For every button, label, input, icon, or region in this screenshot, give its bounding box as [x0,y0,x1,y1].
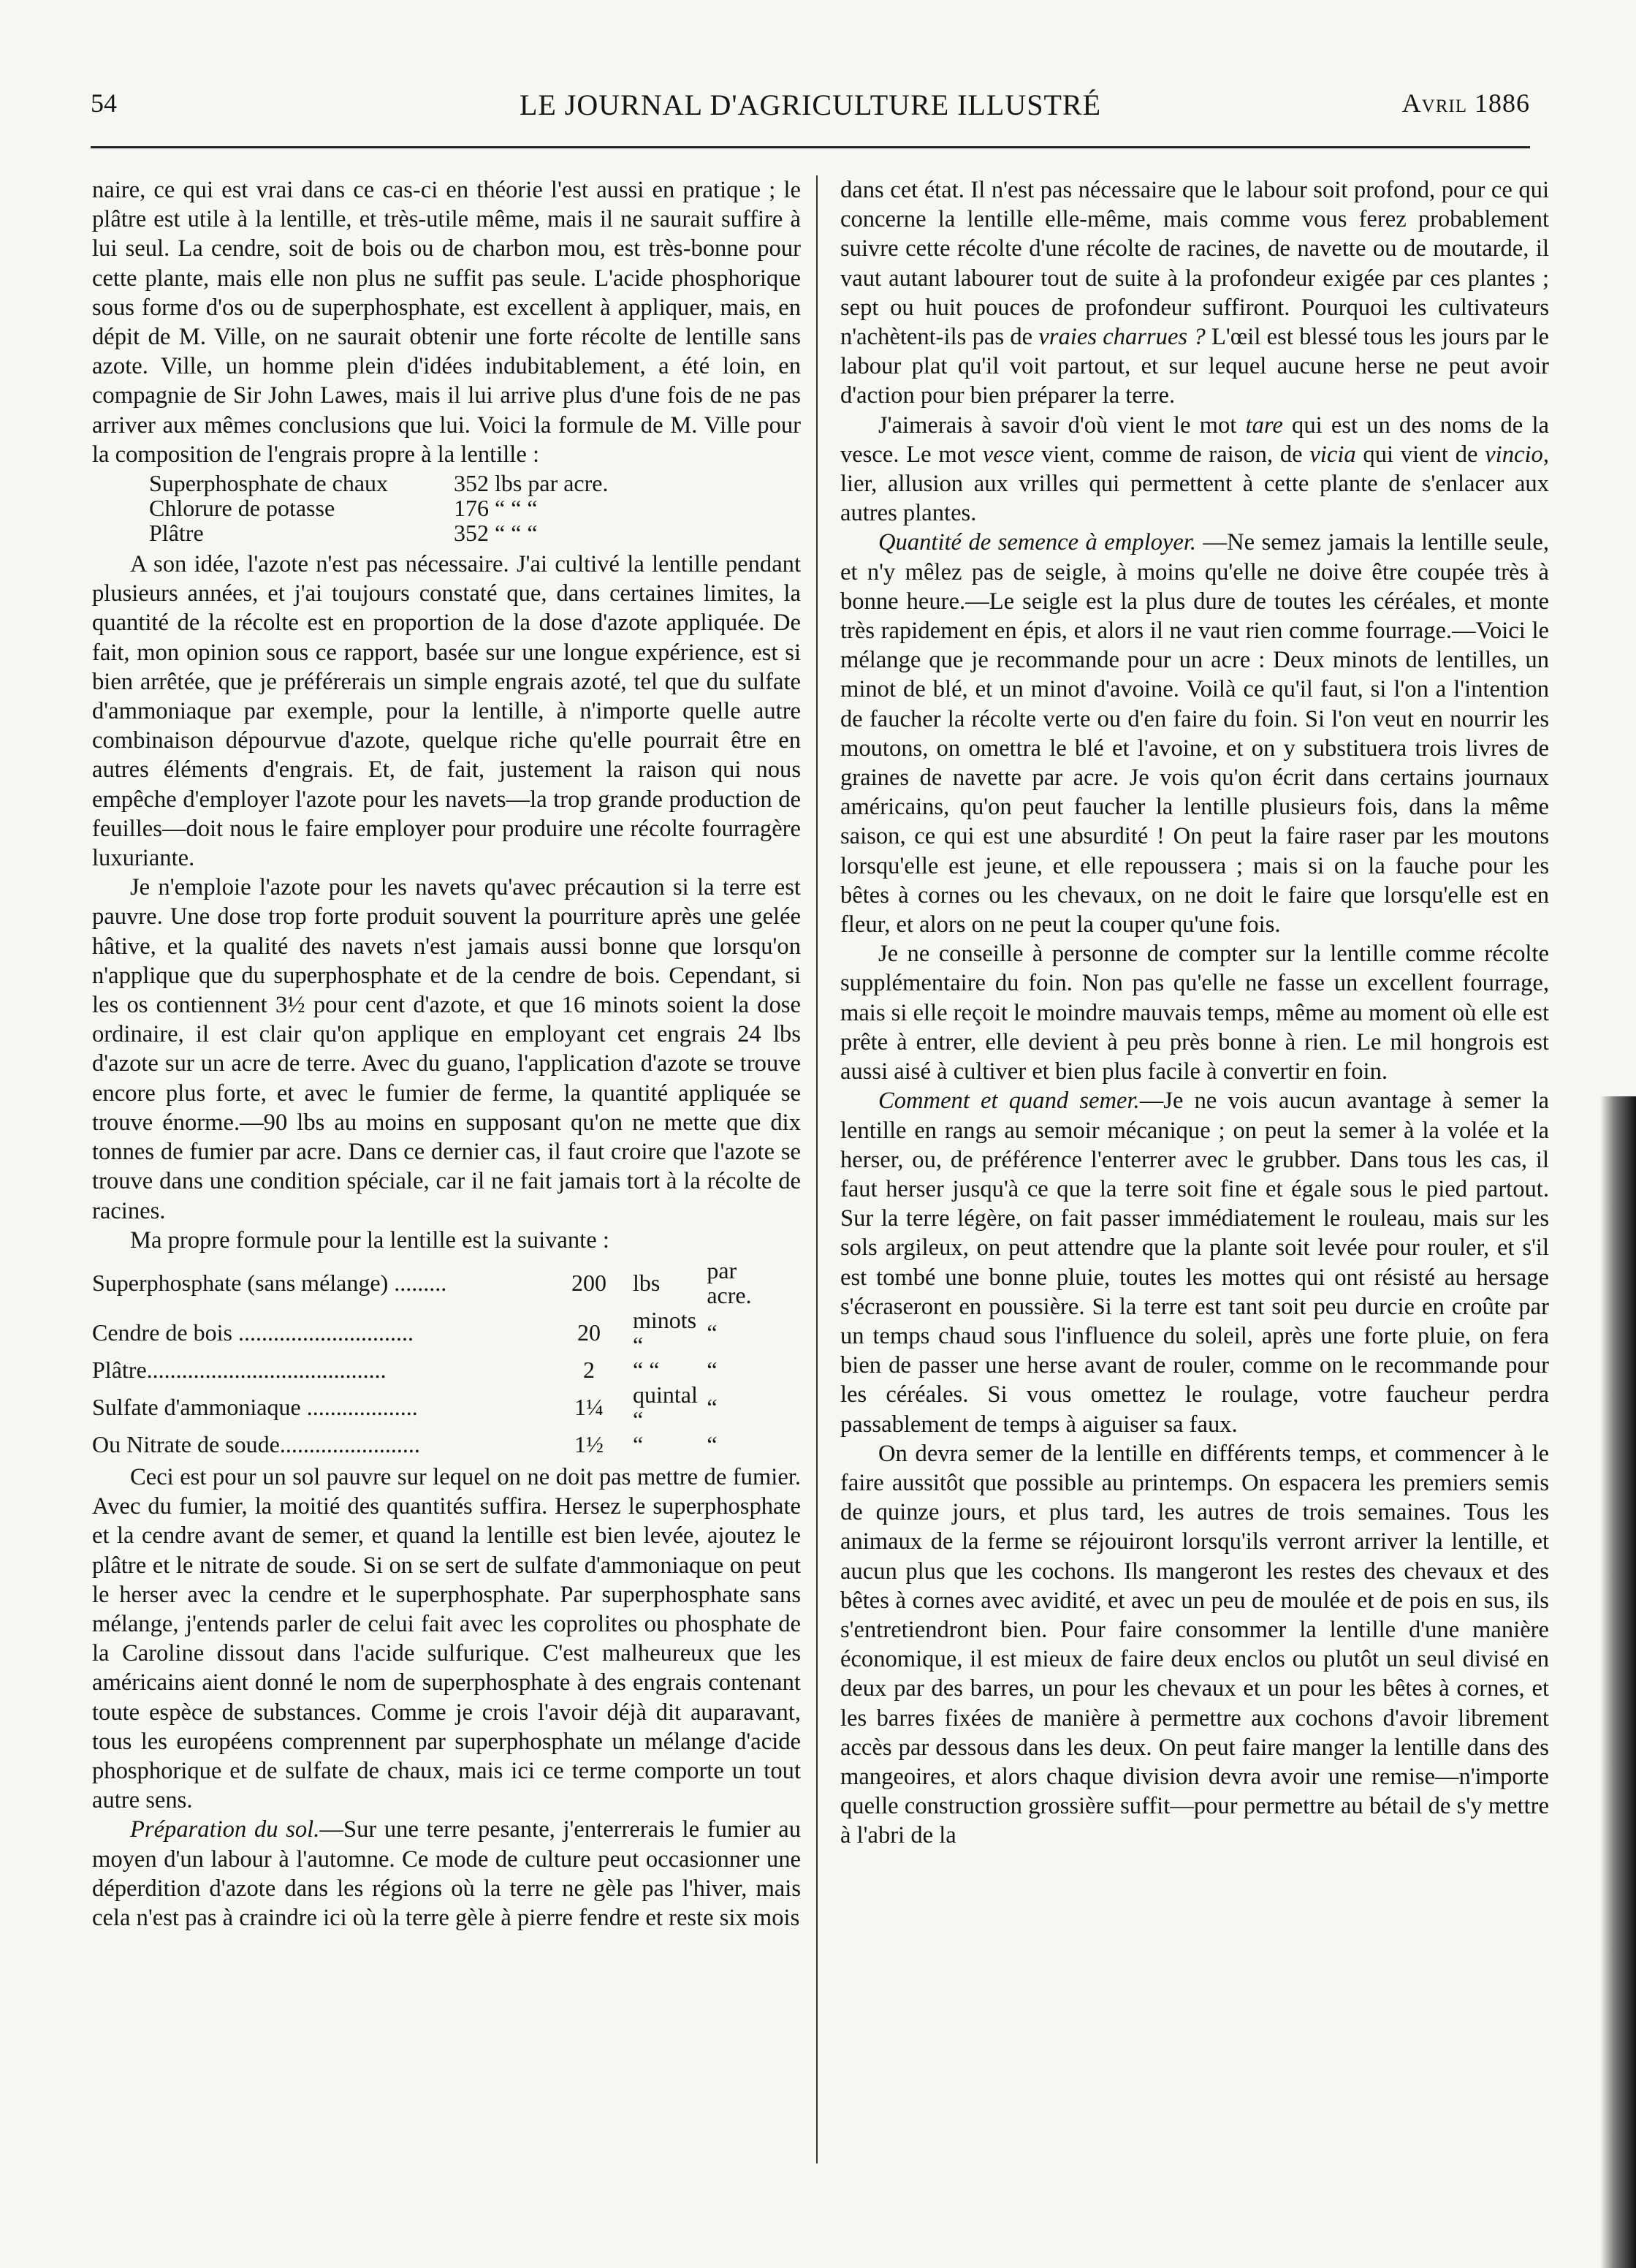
formula-per: par acre. [707,1256,752,1308]
formula-unit: quintal “ [633,1381,698,1433]
paragraph [840,175,1549,411]
emphasis: vesce [982,441,1035,468]
header-rule [91,146,1530,148]
formula-per: “ [707,1356,718,1383]
own-formula-table [92,1258,772,1457]
formula-item: Ou Nitrate de soude........................ [92,1430,420,1457]
paragraph: naire, ce qui est vrai dans ce cas-ci en théorie l'est aussi en pratique ; le plâtre est utile à la lentille, et très-utile même, mais il ne saurait suffire à lui seul. La cendre, soit de bois ou de charbon mou, est très-bonne pour cette plante, mais elle non plus ne suffit pas seule. L'acide phosphorique sous forme d'os ou de superphosphate, est excellent à appliquer, mais, en dépit de M. Ville, on ne saurait obtenir une forte récolte de lentille sans azote. Ville, un homme plein d'idées indubitablement, a été loin, en compagnie de Sir John Lawes, mais il lui arrive plus d'une fois de ne pas arriver aux mêmes conclusions que lui. Voici la formule de M. Ville pour la composition de l'engrais propre à la lentille : [92,177,801,468]
formula-qty: 352 “ “ “ [454,520,538,547]
formula-qty: 1½ [574,1430,604,1457]
issue-date: Avril 1886 [1401,88,1530,118]
paragraph-text: vient, comme de raison, de [1034,441,1310,468]
ville-formula-table [149,471,608,545]
formula-qty: 1¼ [574,1393,604,1420]
journal-title: LE JOURNAL D'AGRICULTURE ILLUSTRÉ [519,88,1102,121]
paragraph-text: qui est un des noms de la vesce. Le mot [840,411,1549,468]
paragraph: A son idée, l'azote n'est pas nécessaire. J'ai cultivé la lentille pendant plusieurs années, et j'ai toujours constaté que, dans certaines limites, la quantité de la récolte est en proportion de la dose d'azote appliquée. De fait, mon opinion sous ce rapport, basée sur une longue expérience, est si bien arrêtée, que je préférerais un simple engrais azoté, tel que du sulfate d'ammoniaque par exemple, pour la lentille, à n'importe quelle autre combinaison dépourvue d'azote, quelque riche qu'elle pourrait être en autres éléments d'engrais. Et, de fait, justement la raison qui nous empêche d'employer l'azote pour les navets—la trop grande production de feuilles—doit nous le faire employer pour produire une récolte fourragère luxuriante. [92,551,801,872]
paragraph: Ceci est pour un sol pauvre sur lequel on ne doit pas mettre de fumier. Avec du fumier, la moitié des quantités suffira. Hersez le superphosphate et la cendre avant de semer, et quand la lentille est bien levée, ajoutez le plâtre et le nitrate de soude. Si on se sert de sulfate d'ammoniaque on peut le herser avec la cendre et le superphosphate. Par superphosphate sans mélange, j'entends parler de celui fait avec les coprolites ou phosphate de la Caroline dissout dans l'acide sulfurique. C'est malheureux que les américains aient donné le nom de superphosphate à des engrais contenant toute espèce de substances. Comme je crois l'avoir déjà dit auparavant, tous les européens comprennent par superphosphate un mélange d'acide phosphorique et de sulfate de chaux, mais ici ce terme comporte un tout autre sens. [92,1463,801,1814]
paragraph-text: , lier, allusion aux vrilles qui permettent à cette plante de s'enlacer aux autres plantes. [840,441,1549,527]
paragraph-text: —Ne semez jamais la lentille seule, et n'y mêlez pas de seigle, à moins qu'elle ne doive être coupée très à bonne heure.—Le seigle est la plus dure de toutes les céréales, et monte très rapidement en épis, et alors il ne vaut rien comme fourrage.—Voici le mélange que je recommande pour un acre : Deux minots de lentilles, un minot de blé, et un minot d'avoine. Voilà ce qu'il faut, si l'on a l'intention de faucher la récolte verte ou d'en faire du foin. Si l'on veut en nourrir les moutons, on omettra le blé et l'avoine, et on y substituera trois livres de graines de navette par acre. Je vois qu'on écrit dans certains journaux américains, qu'on peut faucher la lentille plusieurs fois, dans la même saison, ce qui est une absurdité ! On peut la faire raser par les moutons lorsqu'elle est jeune, et elle repoussera ; mais si on la fauche pour les bêtes à cornes ou les chevaux, on ne doit le faire que lorsqu'elle est en fleur, et alors on ne peut la couper qu'une fois. [840,529,1549,938]
paragraph-text: qui vient de [1355,441,1485,468]
section-title: Comment et quand semer. [878,1088,1140,1115]
page-number: 54 [91,88,117,118]
section-title: Quantité de semence à employer. [878,529,1197,556]
formula-per: “ [707,1319,718,1346]
paragraph [840,528,1549,939]
formula-unit: minots “ [633,1306,697,1358]
formula-qty: 176 “ “ “ [454,495,538,522]
formula-item: Sulfate d'ammoniaque ................... [92,1393,418,1420]
emphasis: vicia [1309,441,1356,468]
paragraph-text: dans cet état. Il n'est pas nécessaire que le labour soit profond, pour ce qui concerne la lentille elle-même, mais comme vous ferez probablement suivre cette récolte d'une récolte de racines, de navette ou de moutarde, il vaut autant labourer tout de suite à la profondeur exigée par ces plantes ; sept ou huit pouces de profondeur suffiront. Pourquoi les cultivateurs n'achètent-ils pas de [840,177,1549,351]
formula-qty: 352 lbs par acre. [454,470,609,497]
formula-per: “ [707,1393,718,1420]
paragraph [92,1815,801,1933]
section-title: Préparation du sol. [130,1816,320,1843]
formula-item: Plâtre......................................... [92,1356,387,1383]
paragraph: On devra semer de la lentille en différents temps, et commencer à le faire aussitôt que possible au printemps. On espacera les premiers semis de quinze jours, et plus tard, les autres de trois semaines. Tous les animaux de la ferme se réjouiront lorsqu'ils verront arriver la lentille, et aucun plus que les cochons. Ils mangeront les restes des chevaux et des bêtes à cornes avec avidité, et avec un peu de moulée et de pois en sus, ils s'entretiendront bien. Pour faire consommer la lentille d'une manière économique, il est mieux de faire deux enclos ou plutôt un seul divisé en deux par des barres, un pour les chevaux et un pour les bêtes à cornes, et les barres fixées de manière à permettre aux cochons d'avoir librement accès par dessous dans les deux. On peut faire manger la lentille dans des mangeoires, et alors chaque division devra avoir une remise—n'importe quelle construction grossière suffit—pour permettre au bétail de s'y mettre à l'abri de la [840,1440,1549,1849]
paragraph: Je n'emploie l'azote pour les navets qu'avec précaution si la terre est pauvre. Une dose trop forte produit souvent la pourriture après une gelée hâtive, et la qualité des navets n'est jamais aussi bonne que lorsqu'on n'applique que du superphosphate et de la cendre de bois. Cependant, si les os contiennent 3½ pour cent d'azote, et que 16 minots soient la dose ordinaire, il est clair qu'on applique en employant cet engrais 24 lbs d'azote sur un acre de terre. Avec du guano, l'application d'azote se trouve encore plus forte, et avec le fumier de ferme, la quantité appliquée se trouve énorme.—90 lbs au moins en supposant qu'on ne mette que dix tonnes de fumier par acre. Dans ce dernier cas, il faut croire que l'azote se trouve dans une condition spéciale, car il ne fait jamais tort à la récolte de racines. [92,874,801,1224]
emphasis: vraies charrues ? [1038,324,1206,351]
formula-unit: “ “ [633,1356,660,1383]
paragraph: Je ne conseille à personne de compter sur la lentille comme récolte supplémentaire du foin. Non pas qu'elle ne fasse un excellent fourrage, mais si elle reçoit le moindre mauvais temps, même au moment où elle est prête à entrer, elle devient à peu près bonne à rien. Le mil hongrois est aussi aisé à cultiver et bien plus facile à convertir en foin. [840,941,1549,1085]
emphasis: vincio [1485,441,1543,468]
paragraph: Ma propre formule pour la lentille est la suivante : [130,1226,609,1254]
left-column [92,175,801,1933]
table-row [92,1357,772,1382]
formula-qty: 20 [577,1319,601,1346]
table-row [92,1308,772,1357]
formula-item: Superphosphate de chaux [149,470,389,497]
table-row [149,496,608,520]
paragraph [840,411,1549,528]
formula-per: “ [707,1430,718,1457]
table-row [149,471,608,496]
table-row [92,1258,772,1308]
right-column [840,175,1549,1851]
formula-unit: “ [633,1430,644,1457]
paragraph-text: J'aimerais à savoir d'où vient le mot [878,411,1246,439]
formula-item: Superphosphate (sans mélange) ......... [92,1269,447,1296]
paragraph [840,1086,1549,1438]
formula-item: Cendre de bois .............................. [92,1319,414,1346]
formula-qty: 200 [571,1269,606,1296]
paragraph-text: L'œil est blessé tous les jours par le labour plat qu'il voit partout, et sur lequel aucune herse ne peut avoir d'action pour bien préparer la terre. [840,324,1549,409]
page-header [91,82,1530,133]
formula-unit: lbs [633,1269,661,1296]
paragraph-text: —Sur une terre pesante, j'enterrerais le fumier au moyen d'un labour à l'automne. Ce mode de culture peut occasionner une déperdition d'azote dans les régions où la terre ne gèle pas l'hiver, mais cela n'est pas à craindre ici où la terre gèle à pierre fendre et reste six mois [92,1816,801,1931]
table-row [92,1432,772,1457]
formula-item: Chlorure de potasse [149,495,335,522]
formula-item: Plâtre [149,520,204,547]
formula-qty: 2 [583,1356,595,1383]
table-row [149,520,608,545]
paragraph-text: —Je ne vois aucun avantage à semer la lentille en rangs au semoir mécanique ; on peut la semer à la volée et la herser, ou, de préférence l'enterrer avec le grubber. Dans tous les cas, il faut herser jusqu'à ce que la terre soit fine et égale sous le pied partout. Sur la terre légère, on fait passer immédiatement le rouleau, mais sur les sols argileux, on peut attendre que la plante soit levée pour rouler, et s'il est tombé une bonne pluie, toutes les mottes qui ont résisté au hersage s'écraseront en poussière. Si la terre est tant soit peu durcie en croûte par un temps chaud sous l'influence du soleil, après une forte pluie, on fera bien de passer une herse avant de rouler, comme on le recommande pour les céréales. Si vous omettez le roulage, votre faucheur perdra passablement de temps à aiguiser sa faux. [840,1088,1549,1438]
scan-shadow-edge [1600,1096,1636,2268]
table-row [92,1382,772,1432]
emphasis: tare [1245,411,1283,439]
column-divider [816,175,818,2163]
